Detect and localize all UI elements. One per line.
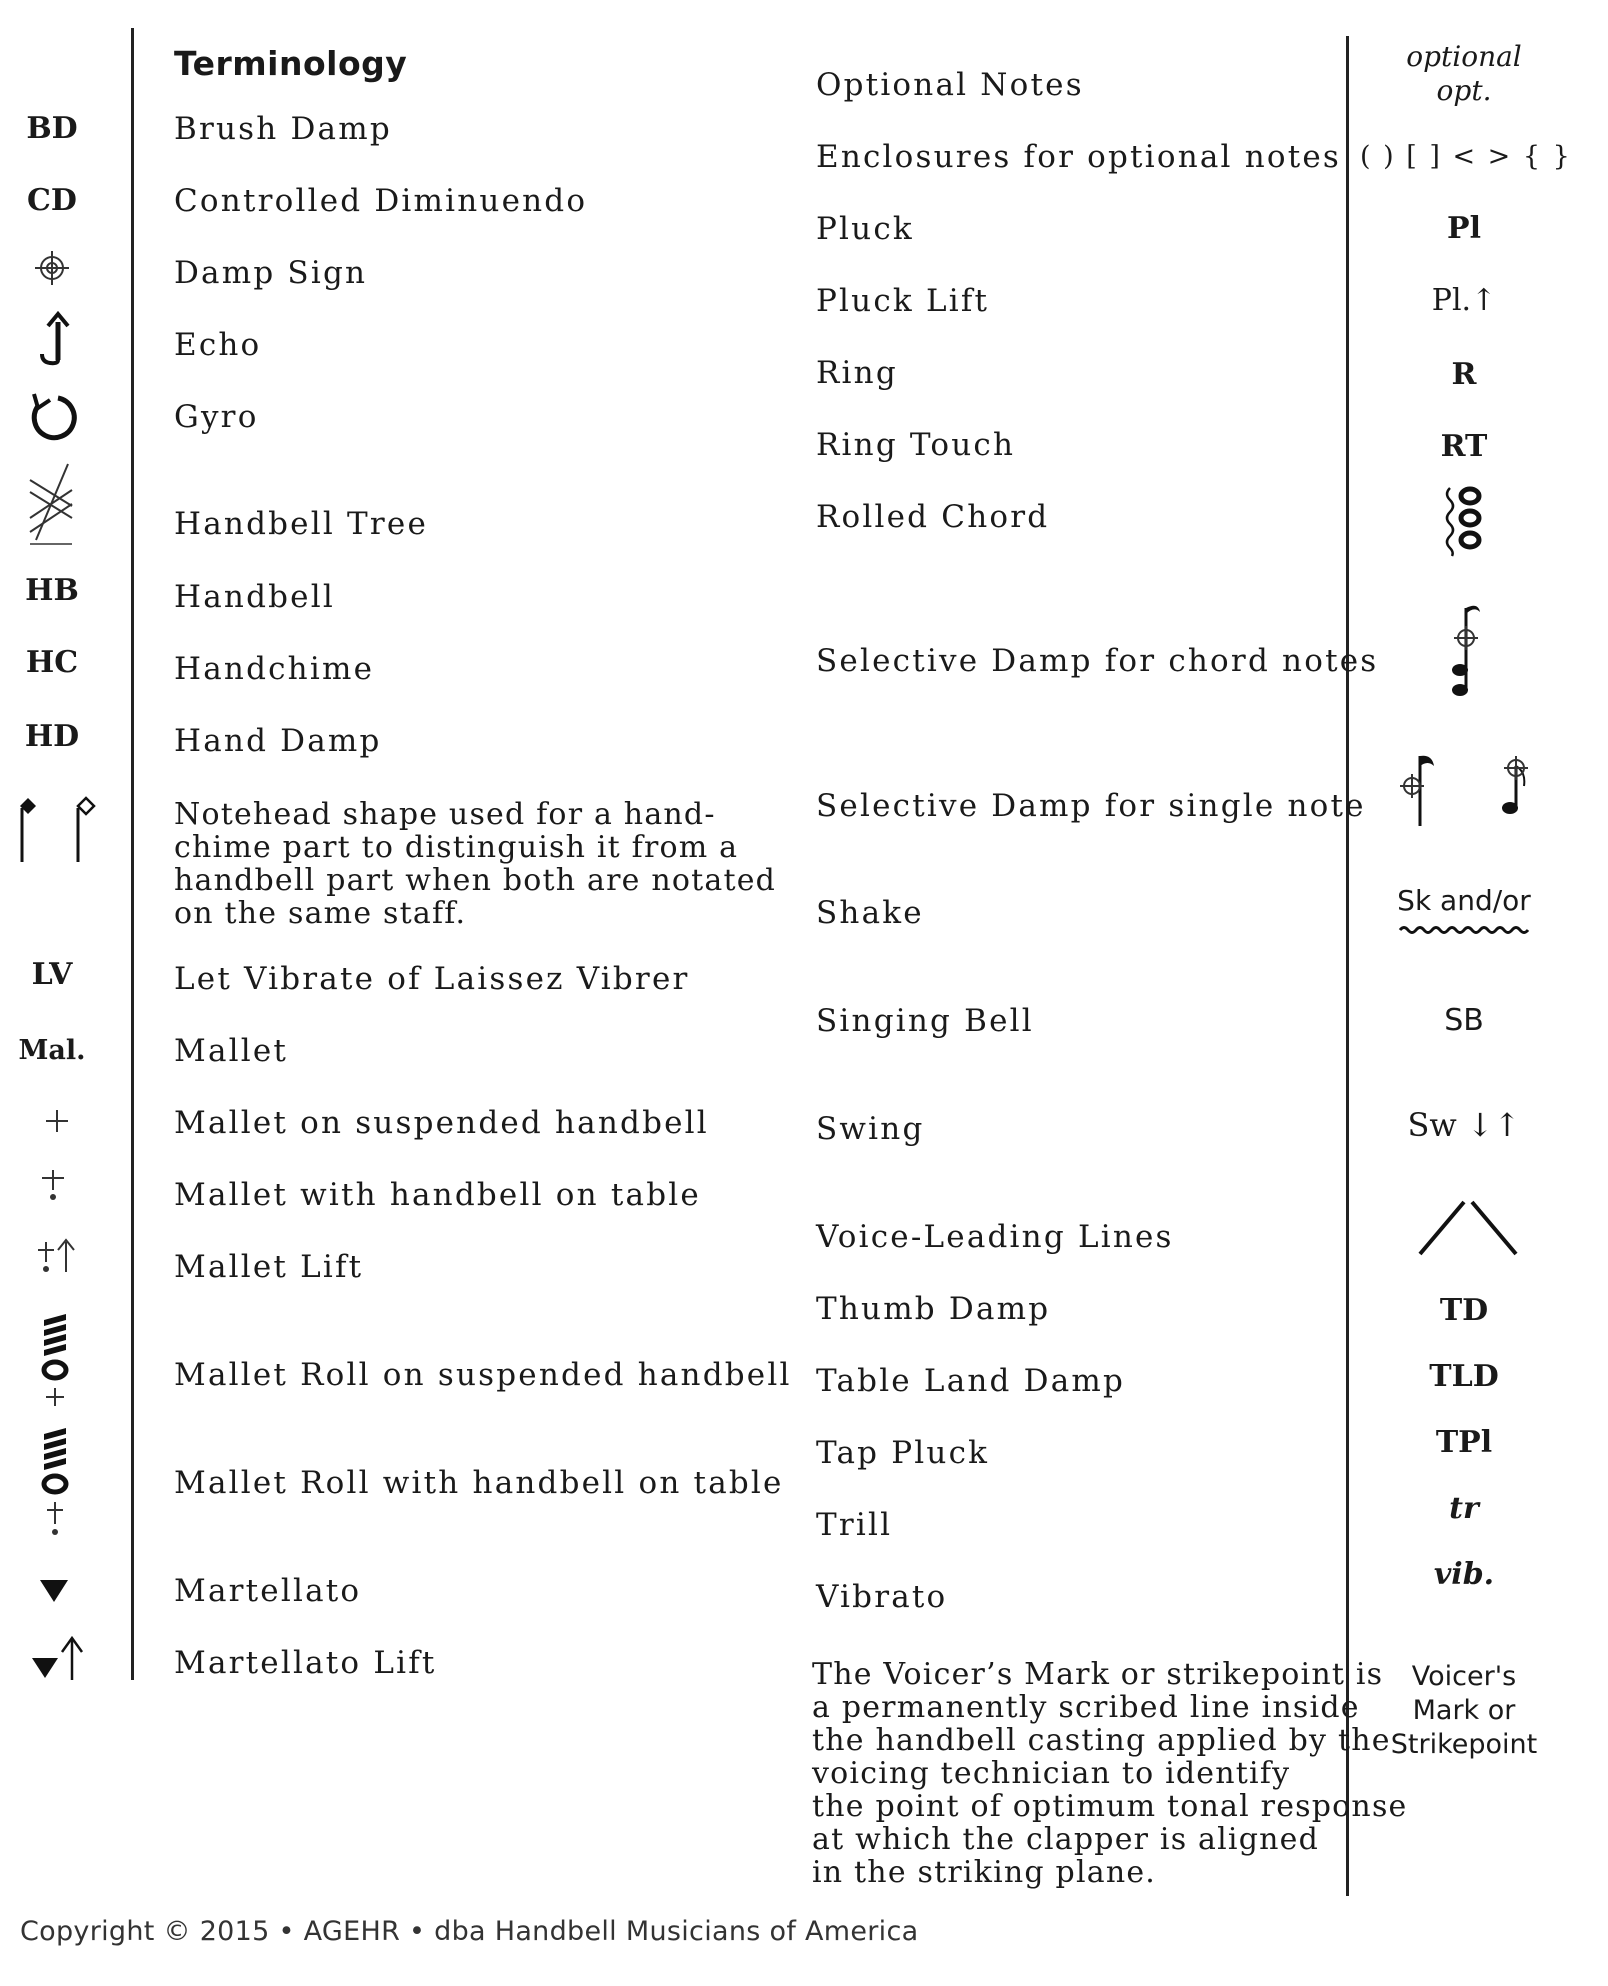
term-singing-bell: Singing Bell [816, 1003, 1034, 1039]
voicer-label-line: Voicer's [1411, 1661, 1517, 1692]
term-martellato-lift: Martellato Lift [174, 1645, 437, 1681]
term-brush-damp: Brush Damp [174, 111, 392, 147]
term-gyro: Gyro [174, 399, 259, 435]
symbol-td: TD [1439, 1293, 1489, 1328]
symbol-tpl: TPl [1435, 1425, 1493, 1460]
notehead-line: Notehead shape used for a hand- [174, 797, 716, 832]
symbol-tr: tr [1449, 1491, 1479, 1526]
term-damp-sign: Damp Sign [174, 255, 368, 291]
symbol-tld: TLD [1429, 1359, 1499, 1394]
term-pluck-lift: Pluck Lift [816, 283, 990, 319]
term-mallet-roll-suspended: Mallet Roll on suspended handbell [174, 1357, 792, 1393]
mallet-table-icon [40, 1168, 66, 1202]
martellato-icon [38, 1576, 70, 1604]
mallet-suspended-icon [44, 1108, 70, 1134]
term-table-land-damp: Table Land Damp [816, 1363, 1126, 1399]
term-martellato: Martellato [174, 1573, 362, 1609]
voicer-line: a permanently scribed line inside [812, 1690, 1360, 1725]
selective-damp-single-icon [1398, 752, 1534, 832]
voice-leading-lines-icon [1416, 1198, 1520, 1258]
symbol-mal: Mal. [18, 1035, 86, 1066]
notehead-line: on the same staff. [174, 896, 467, 931]
term-mallet-lift: Mallet Lift [174, 1249, 364, 1285]
voicer-line: The Voicer’s Mark or strikepoint is [812, 1657, 1384, 1692]
term-handchime: Handchime [174, 651, 375, 687]
symbol-voicers-mark [1360, 1660, 1568, 1762]
term-voice-leading-lines: Voice-Leading Lines [816, 1219, 1174, 1255]
handbell-tree-icon [26, 460, 76, 546]
right-divider-line [1346, 36, 1349, 1896]
selective-damp-chord-icon [1444, 598, 1490, 702]
symbol-pl: Pl [1447, 211, 1481, 246]
term-mallet: Mallet [174, 1033, 289, 1069]
symbol-bd: BD [26, 111, 78, 146]
term-ring: Ring [816, 355, 898, 391]
sw-label: Sw [1407, 1106, 1457, 1144]
echo-icon [36, 312, 70, 364]
up-arrow-icon: ↑ [1493, 1106, 1521, 1144]
mallet-roll-suspended-icon [38, 1310, 72, 1410]
term-shake: Shake [816, 895, 924, 931]
term-mallet-table: Mallet with handbell on table [174, 1177, 701, 1213]
term-thumb-damp: Thumb Damp [816, 1291, 1051, 1327]
term-tap-pluck: Tap Pluck [816, 1435, 990, 1471]
symbol-sw [1360, 1108, 1568, 1142]
notehead-line: handbell part when both are notated [174, 863, 777, 898]
voicer-line: the point of optimum tonal response [812, 1789, 1408, 1824]
notehead-description [174, 798, 776, 930]
term-vibrato: Vibrato [816, 1579, 948, 1615]
term-selective-damp-single: Selective Damp for single note [816, 788, 1366, 824]
rolled-chord-icon [1442, 484, 1484, 556]
term-enclosures: Enclosures for optional notes [816, 139, 1342, 175]
symbol-opt: opt. [1436, 74, 1492, 107]
voicer-label-line: Strikepoint [1390, 1729, 1538, 1760]
up-arrow-icon: ↑ [1471, 283, 1497, 318]
left-divider-line [131, 28, 134, 1680]
term-echo: Echo [174, 327, 262, 363]
symbol-enclosures: ( ) [ ] < > { } [1360, 141, 1572, 172]
symbol-optional: optional [1406, 40, 1522, 73]
voicer-line: in the striking plane. [812, 1855, 1157, 1890]
term-hand-damp: Hand Damp [174, 723, 382, 759]
term-trill: Trill [816, 1507, 893, 1543]
gyro-icon [28, 390, 80, 444]
term-rolled-chord: Rolled Chord [816, 499, 1050, 535]
symbol-cd: CD [27, 183, 77, 218]
symbol-hd: HD [24, 719, 80, 754]
term-ring-touch: Ring Touch [816, 427, 1016, 463]
term-swing: Swing [816, 1111, 925, 1147]
term-optional-notes: Optional Notes [816, 67, 1084, 103]
symbol-vib: vib. [1433, 1557, 1495, 1592]
mallet-roll-table-icon [38, 1424, 72, 1538]
voicer-line: voicing technician to identify [812, 1756, 1291, 1791]
term-pluck: Pluck [816, 211, 914, 247]
pl-lift-label: Pl. [1431, 283, 1472, 318]
down-arrow-icon: ↓ [1466, 1106, 1494, 1144]
martellato-lift-icon [30, 1634, 84, 1682]
damp-sign-icon [34, 250, 70, 286]
voicers-mark-description [812, 1658, 1408, 1889]
notehead-line: chime part to distinguish it from a [174, 830, 739, 865]
term-selective-damp-chord: Selective Damp for chord notes [816, 643, 1379, 679]
term-handbell-tree: Handbell Tree [174, 506, 428, 542]
notehead-shape-icon [16, 794, 92, 864]
symbol-lv: LV [31, 957, 73, 992]
voicer-line: at which the clapper is aligned [812, 1822, 1320, 1857]
symbol-sk: Sk and/or [1397, 884, 1531, 917]
voicer-line: the handbell casting applied by the [812, 1723, 1391, 1758]
page-title: Terminology [174, 44, 408, 83]
copyright-footer: Copyright © 2015 • AGEHR • dba Handbell Musicians of America [20, 1916, 919, 1947]
symbol-sb: SB [1444, 1003, 1484, 1038]
symbol-pl-lift [1360, 284, 1568, 318]
term-controlled-diminuendo: Controlled Diminuendo [174, 183, 588, 219]
term-let-vibrate: Let Vibrate of Laissez Vibrer [174, 961, 690, 997]
voicer-label-line: Mark or [1412, 1695, 1516, 1726]
mallet-lift-icon [36, 1236, 76, 1276]
term-mallet-roll-table: Mallet Roll with handbell on table [174, 1465, 784, 1501]
term-handbell: Handbell [174, 579, 335, 615]
symbol-r: R [1451, 357, 1477, 392]
term-mallet-suspended: Mallet on suspended handbell [174, 1105, 709, 1141]
shake-wavy-line-icon [1400, 924, 1532, 936]
symbol-hb: HB [25, 573, 79, 608]
symbol-hc: HC [25, 645, 79, 680]
symbol-rt: RT [1440, 429, 1488, 464]
